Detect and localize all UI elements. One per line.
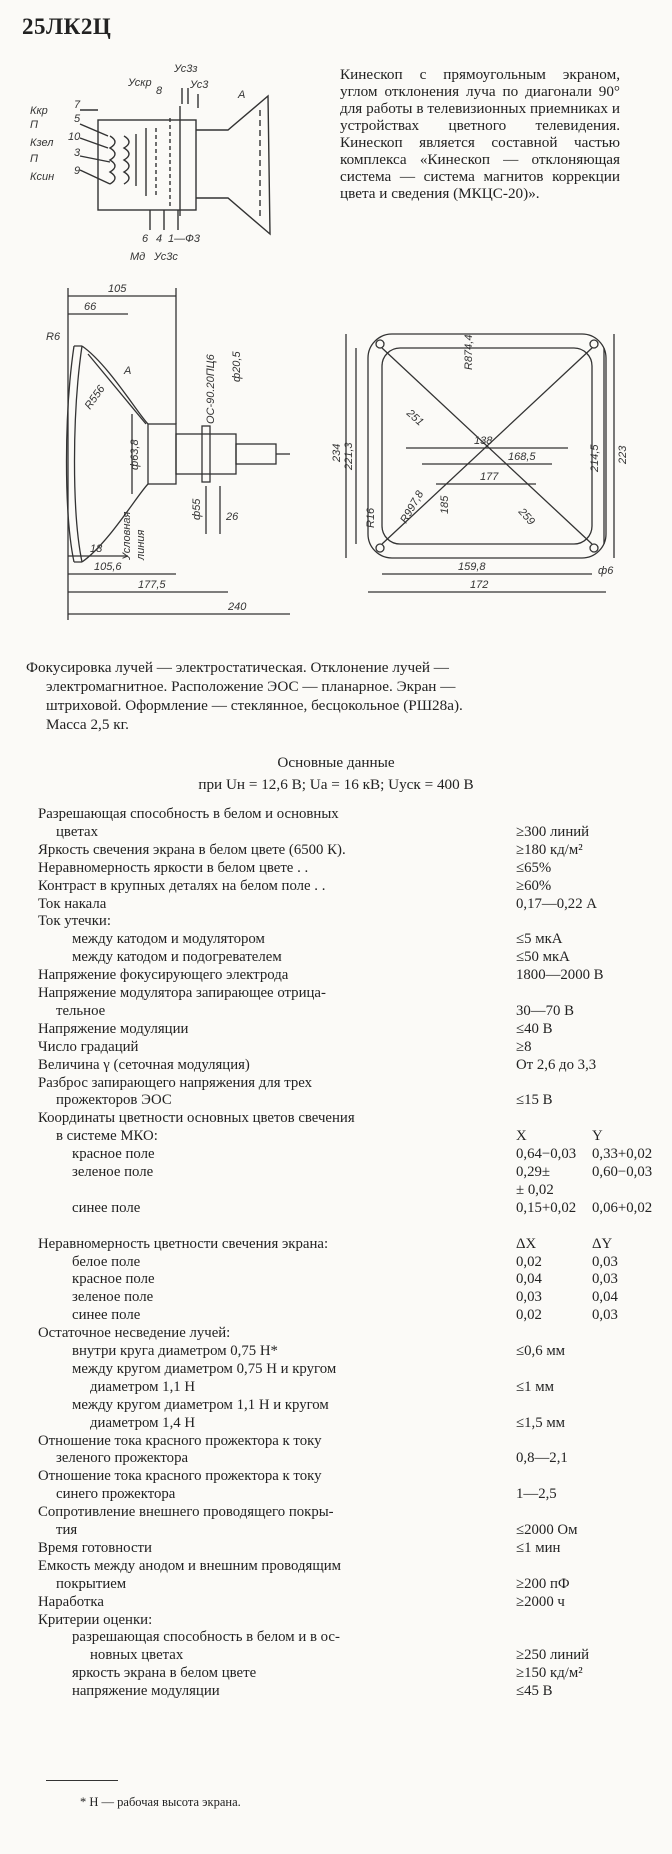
- spec-label: красное поле: [72, 1146, 155, 1163]
- svg-text:Ускр: Ускр: [128, 77, 152, 89]
- svg-text:П: П: [30, 119, 38, 131]
- spec-label: между катодом и модулятором: [72, 931, 265, 948]
- spec-value: 0,02: [516, 1253, 542, 1270]
- svg-text:А: А: [124, 365, 132, 377]
- svg-text:ф55: ф55: [191, 498, 203, 520]
- spec-label: Емкость между анодом и внешним проводящим: [38, 1557, 342, 1574]
- spec-row: [38, 1576, 648, 1593]
- spec-label: в системе МКО:: [56, 1128, 158, 1145]
- spec-label: покрытием: [56, 1575, 127, 1592]
- svg-text:138: 138: [474, 435, 493, 447]
- spec-row: [38, 842, 648, 859]
- svg-text:234: 234: [331, 443, 343, 462]
- spec-value-2: 0,60−0,03: [592, 1164, 653, 1180]
- spec-row: [38, 1415, 648, 1432]
- spec-label: внутри круга диаметром 0,75 H*: [72, 1343, 278, 1359]
- spec-label: Напряжение фокусирующего электрода: [38, 967, 289, 984]
- spec-row: [38, 1039, 648, 1056]
- svg-text:221,3: 221,3: [343, 442, 355, 470]
- spec-label: диаметром 1,4 H: [90, 1414, 196, 1431]
- pinout-diagram: [28, 58, 328, 268]
- spec-label: Разрешающая способность в белом и основных: [38, 806, 339, 822]
- svg-text:172: 172: [470, 579, 489, 591]
- spec-value: ΔX: [516, 1235, 537, 1252]
- spec-row: [38, 878, 648, 895]
- footnote: * H — рабочая высота экрана.: [80, 1795, 241, 1809]
- spec-label: Критерии оценки:: [38, 1611, 153, 1628]
- svg-text:R16: R16: [365, 507, 377, 528]
- spec-row: [38, 1450, 648, 1467]
- svg-text:6: 6: [142, 233, 149, 245]
- spec-label: напряжение модуляции: [72, 1683, 220, 1700]
- spec-row: [38, 1075, 648, 1092]
- svg-text:105,6: 105,6: [94, 561, 122, 573]
- spec-value-2: 0,03: [592, 1307, 618, 1324]
- spec-label: Неравномерность цветности свечения экрана:: [38, 1235, 329, 1252]
- spec-row: [38, 1218, 648, 1235]
- spec-value-2: 0,03: [592, 1271, 618, 1288]
- spec-value: 0,02: [516, 1307, 542, 1324]
- spec-row: [38, 1522, 648, 1539]
- spec-value: От 2,6 до 3,3: [516, 1056, 597, 1073]
- spec-value: ≥150 кд/м²: [516, 1665, 583, 1682]
- spec-row: [38, 1468, 648, 1485]
- section-title: Основные данные: [277, 754, 395, 771]
- spec-value: ≤2000 Ом: [516, 1522, 578, 1538]
- spec-value: ≥250 линий: [516, 1647, 590, 1664]
- side-view-drawing: [28, 274, 328, 634]
- spec-value: 0,64−0,03: [516, 1146, 577, 1163]
- spec-value: ≤5 мкА: [516, 931, 563, 948]
- spec-value: ≤1,5 мм: [516, 1414, 566, 1431]
- spec-row: [38, 860, 648, 877]
- spec-label: новных цветах: [90, 1647, 184, 1664]
- spec-row: [38, 1397, 648, 1414]
- spec-row: [38, 1092, 648, 1109]
- svg-text:105: 105: [108, 283, 127, 295]
- focus-line-3: штриховой. Оформление — стеклянное, бесцокольное (РШ28а).: [46, 697, 463, 714]
- spec-label: синее поле: [72, 1307, 141, 1324]
- svg-text:А: А: [238, 89, 246, 101]
- svg-text:177: 177: [480, 471, 499, 483]
- spec-value: 0,04: [516, 1271, 542, 1288]
- spec-row: [38, 1361, 648, 1378]
- svg-text:168,5: 168,5: [508, 451, 536, 463]
- spec-value-2: 0,06+0,02: [592, 1199, 653, 1216]
- svg-text:Ус3с: Ус3с: [154, 251, 178, 263]
- spec-row: [38, 985, 648, 1002]
- spec-row: [38, 1504, 648, 1521]
- spec-value: ≥60%: [516, 877, 552, 894]
- spec-row: [38, 1683, 648, 1700]
- spec-label: между кругом диаметром 0,75 H и кругом: [72, 1360, 337, 1377]
- svg-text:240: 240: [228, 601, 247, 613]
- conditions-line: при Uн = 12,6 В; Uа = 16 кВ; Uуск = 400 В: [198, 776, 474, 793]
- svg-text:66: 66: [84, 301, 97, 313]
- svg-text:177,5: 177,5: [138, 579, 166, 591]
- spec-label: яркость экрана в белом цвете: [72, 1665, 257, 1682]
- svg-text:214,5: 214,5: [589, 444, 601, 472]
- spec-label: цветах: [56, 823, 98, 840]
- spec-row: [38, 1594, 648, 1611]
- spec-row: [38, 1110, 648, 1127]
- spec-label: Сопротивление внешнего проводящего покры-: [38, 1504, 334, 1521]
- spec-label: Напряжение модулятора запирающее отрица-: [38, 985, 326, 1001]
- spec-value: ≥2000 ч: [516, 1593, 565, 1610]
- svg-text:R874,4: R874,4: [463, 334, 475, 370]
- svg-text:П: П: [30, 153, 38, 165]
- spec-label: Неравномерность яркости в белом цвете . .: [38, 859, 309, 876]
- svg-text:1—Ф3: 1—Ф3: [168, 233, 200, 245]
- footnote-rule: [46, 1780, 118, 1781]
- spec-row: [38, 1199, 653, 1217]
- tube-title: 25ЛК2Ц: [22, 14, 112, 39]
- spec-value: ≤0,6 мм: [516, 1343, 566, 1359]
- spec-value: 0,17—0,22 А: [516, 895, 597, 912]
- svg-text:Ус3з: Ус3з: [174, 63, 198, 75]
- spec-value: ≥200 пФ: [516, 1575, 570, 1592]
- spec-label: зеленого прожектора: [56, 1450, 189, 1467]
- svg-text:8: 8: [156, 85, 163, 97]
- spec-row: [38, 824, 648, 841]
- spec-value: ≤65%: [516, 859, 552, 876]
- spec-label: Наработка: [38, 1593, 104, 1610]
- spec-value-2: Y: [592, 1128, 603, 1145]
- focus-description: [26, 658, 646, 734]
- spec-row: [38, 1486, 648, 1503]
- spec-label: зеленое поле: [72, 1164, 154, 1180]
- svg-text:ОС-90.20ПЦ6: ОС-90.20ПЦ6: [205, 354, 217, 424]
- spec-label: Ток утечки:: [38, 913, 111, 930]
- spec-value: ≤15 В: [516, 1092, 553, 1109]
- svg-text:9: 9: [74, 165, 81, 177]
- spec-value: ≤40 В: [516, 1020, 553, 1037]
- spec-value: 0,8—2,1: [516, 1450, 568, 1467]
- spec-row: [38, 1164, 653, 1181]
- spec-row: [38, 1182, 648, 1199]
- spec-label: между кругом диаметром 1,1 H и кругом: [72, 1396, 329, 1413]
- svg-text:Ксин: Ксин: [30, 171, 55, 183]
- front-view-drawing: [331, 274, 636, 634]
- spec-row: [38, 1647, 648, 1664]
- spec-label: Напряжение модуляции: [38, 1020, 189, 1037]
- spec-label: красное поле: [72, 1271, 155, 1288]
- spec-label: Разброс запирающего напряжения для трех: [38, 1074, 313, 1091]
- svg-text:R997,8: R997,8: [398, 488, 427, 526]
- spec-value: ≤50 мкА: [516, 949, 570, 966]
- svg-text:Мд: Мд: [130, 251, 146, 263]
- spec-row: [38, 1128, 648, 1145]
- spec-label: прожекторов ЭОС: [56, 1092, 172, 1109]
- spec-row: [38, 1307, 648, 1324]
- svg-text:Ус3: Ус3: [190, 79, 209, 91]
- spec-label: тия: [56, 1522, 78, 1538]
- svg-text:ф20,5: ф20,5: [231, 351, 243, 382]
- spec-row: [38, 806, 648, 823]
- svg-text:4: 4: [156, 233, 163, 245]
- spec-label: Величина γ (сеточная модуляция): [38, 1056, 250, 1073]
- spec-row: [38, 1629, 648, 1646]
- intro-paragraph: Кинескоп с прямоугольным экраном, углом отклонения луча по диагонали 90° для работы в телевизионных приемниках и устройствах цветного телевидения. Кинескоп является составной частью комплекса «Кинескоп — отклоняющая система — система магнитов коррекции цвета и сведения (МКЦС-20)».: [340, 66, 620, 202]
- spec-row: [38, 931, 648, 948]
- spec-label: Отношение тока красного прожектора к току: [38, 1432, 322, 1449]
- spec-row: [38, 896, 648, 913]
- spec-row: [38, 1612, 648, 1629]
- spec-row: [38, 1379, 648, 1396]
- spec-row: [38, 967, 648, 984]
- spec-value-2: 0,03: [592, 1253, 618, 1270]
- spec-label: Яркость свечения экрана в белом цвете (6500 К).: [38, 841, 346, 858]
- spec-label: Остаточное несведение лучей:: [38, 1325, 231, 1342]
- spec-row: [38, 1433, 648, 1450]
- spec-row: [38, 913, 648, 930]
- spec-row: [38, 1558, 648, 1575]
- spec-value: 1—2,5: [516, 1486, 557, 1503]
- spec-value: ≥180 кд/м²: [516, 841, 583, 858]
- spec-label: тельное: [56, 1002, 106, 1019]
- focus-line-4: Масса 2,5 кг.: [46, 716, 129, 733]
- svg-text:10: 10: [68, 131, 81, 143]
- svg-text:7: 7: [74, 99, 81, 111]
- svg-text:185: 185: [439, 495, 451, 514]
- spec-label: зеленое поле: [72, 1289, 154, 1306]
- spec-label: белое поле: [72, 1253, 141, 1270]
- spec-label: Отношение тока красного прожектора к току: [38, 1468, 322, 1485]
- svg-text:223: 223: [617, 445, 629, 464]
- spec-value: ≥8: [516, 1038, 532, 1055]
- svg-text:R6: R6: [46, 331, 61, 343]
- spec-row: [38, 1021, 648, 1038]
- spec-row: [38, 1289, 648, 1306]
- spec-label: Координаты цветности основных цветов свечения: [38, 1110, 355, 1127]
- focus-line-1: Фокусировка лучей — электростатическая. Отклонение лучей —: [26, 659, 449, 676]
- svg-text:251: 251: [403, 407, 426, 429]
- spec-value: ≤45 В: [516, 1683, 553, 1700]
- spec-value: ≤1 мин: [516, 1539, 561, 1556]
- svg-text:26: 26: [226, 511, 239, 523]
- spec-value: X: [516, 1128, 527, 1145]
- svg-text:линия: линия: [135, 529, 147, 560]
- spec-row: [38, 1343, 648, 1360]
- spec-value: ± 0,02: [516, 1181, 554, 1198]
- spec-row: [38, 1665, 648, 1682]
- spec-row: [38, 1146, 653, 1163]
- spec-label: Время готовности: [38, 1539, 152, 1556]
- spec-row: [38, 1057, 648, 1074]
- spec-label: Контраст в крупных деталях на белом поле . .: [38, 877, 326, 894]
- svg-text:Условная: Условная: [121, 511, 133, 560]
- focus-line-2: электромагнитное. Расположение ЭОС — планарное. Экран —: [46, 678, 456, 695]
- spec-row: [38, 1003, 648, 1020]
- svg-text:Кзел: Кзел: [30, 137, 54, 149]
- spec-label: между катодом и подогревателем: [72, 949, 282, 966]
- svg-text:3: 3: [74, 147, 81, 159]
- spec-row: [38, 1236, 648, 1253]
- spec-label: разрешающая способность в белом и в ос-: [72, 1629, 340, 1646]
- spec-label: синего прожектора: [56, 1486, 176, 1503]
- spec-row: [38, 1325, 648, 1342]
- svg-text:ф6: ф6: [598, 565, 614, 577]
- spec-row: [38, 1540, 648, 1557]
- spec-value: 30—70 В: [516, 1002, 574, 1019]
- svg-text:R556: R556: [82, 383, 108, 412]
- spec-value: ≤1 мм: [516, 1378, 554, 1395]
- spec-value: 1800—2000 В: [516, 967, 604, 984]
- spec-value-2: 0,33+0,02: [592, 1146, 653, 1163]
- spec-row: [38, 949, 648, 966]
- spec-value: 0,29±: [516, 1164, 551, 1180]
- spec-value: 0,15+0,02: [516, 1199, 577, 1216]
- svg-text:5: 5: [74, 113, 81, 125]
- svg-text:159,8: 159,8: [458, 561, 486, 573]
- spec-row: [38, 1271, 648, 1288]
- spec-value: 0,03: [516, 1289, 542, 1306]
- spec-label: синее поле: [72, 1199, 141, 1216]
- spec-value: ≥300 линий: [516, 823, 590, 840]
- spec-label: Число градаций: [38, 1038, 139, 1055]
- spec-label: диаметром 1,1 H: [90, 1378, 196, 1395]
- svg-text:259: 259: [515, 505, 537, 528]
- svg-text:18: 18: [90, 543, 103, 555]
- spec-value-2: ΔY: [592, 1235, 613, 1252]
- svg-text:Ккр: Ккр: [30, 105, 48, 117]
- spec-row: [38, 1254, 648, 1271]
- svg-text:ф63,8: ф63,8: [129, 439, 141, 470]
- spec-value-2: 0,04: [592, 1289, 618, 1306]
- spec-label: Ток накала: [38, 895, 107, 912]
